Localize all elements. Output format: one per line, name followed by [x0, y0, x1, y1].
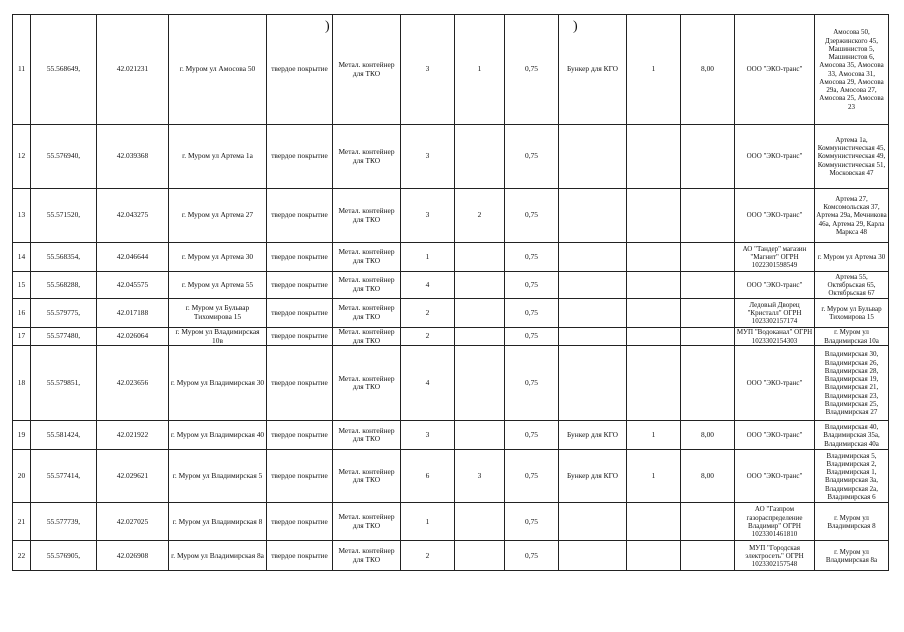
- container-volume-cell: 0,75: [505, 272, 559, 299]
- latitude-cell: 55.576940,: [31, 125, 97, 189]
- address-cell: г. Муром ул Амосова 50: [169, 15, 267, 125]
- containers-existing-cell: 3: [401, 421, 455, 450]
- owner-cell: ООО "ЭКО-транс": [735, 421, 815, 450]
- owner-cell: АО "Тандер" магазин "Магнит" ОГРН 1022301598549: [735, 243, 815, 272]
- bunker-type-cell: [559, 243, 627, 272]
- latitude-cell: 55.579775,: [31, 299, 97, 328]
- address-cell: г. Муром ул Владимирская 8а: [169, 541, 267, 571]
- row-number-cell: 18: [13, 346, 31, 421]
- containers-planned-cell: [455, 125, 505, 189]
- owner-cell: ООО "ЭКО-транс": [735, 450, 815, 503]
- served-objects-cell: Владимирская 30, Владимирская 26, Владимирская 28, Владимирская 19, Владимирская 21, Владимирская 23, Владимирская 25, Владимирская 27: [815, 346, 889, 421]
- address-cell: г. Муром ул Артема 1а: [169, 125, 267, 189]
- containers-planned-cell: [455, 299, 505, 328]
- row-number-cell: 22: [13, 541, 31, 571]
- containers-existing-cell: 4: [401, 272, 455, 299]
- table-body: [13, 15, 889, 571]
- container-volume-cell: 0,75: [505, 299, 559, 328]
- bunker-type-cell: [559, 503, 627, 541]
- latitude-cell: 55.577480,: [31, 328, 97, 346]
- table-row: [13, 346, 889, 421]
- served-objects-cell: Артема 1а, Коммунистическая 45, Коммунистическая 49, Коммунистическая 51, Московская 47: [815, 125, 889, 189]
- containers-existing-cell: 3: [401, 15, 455, 125]
- table-row: [13, 15, 889, 125]
- address-cell: г. Муром ул Владимирская 40: [169, 421, 267, 450]
- address-cell: г. Муром ул Бульвар Тихомирова 15: [169, 299, 267, 328]
- address-cell: г. Муром ул Артема 27: [169, 189, 267, 243]
- document-page: [12, 14, 889, 571]
- owner-cell: ООО "ЭКО-транс": [735, 189, 815, 243]
- surface-type-cell: твердое покрытие: [267, 421, 333, 450]
- latitude-cell: 55.579851,: [31, 346, 97, 421]
- served-objects-cell: г. Муром ул Владимирская 10а: [815, 328, 889, 346]
- table-row: [13, 243, 889, 272]
- containers-planned-cell: [455, 421, 505, 450]
- container-type-cell: Метал. контейнер для ТКО: [333, 299, 401, 328]
- table-row: [13, 541, 889, 571]
- served-objects-cell: г. Муром ул Владимирская 8а: [815, 541, 889, 571]
- bunker-count-cell: [627, 541, 681, 571]
- surface-type-cell: твердое покрытие: [267, 450, 333, 503]
- latitude-cell: 55.568288,: [31, 272, 97, 299]
- bunker-count-cell: [627, 272, 681, 299]
- bunker-volume-cell: [681, 541, 735, 571]
- served-objects-cell: г. Муром ул Артема 30: [815, 243, 889, 272]
- bunker-volume-cell: 8,00: [681, 15, 735, 125]
- container-type-cell: Метал. контейнер для ТКО: [333, 15, 401, 125]
- address-cell: г. Муром ул Артема 55: [169, 272, 267, 299]
- longitude-cell: 42.046644: [97, 243, 169, 272]
- owner-cell: Ледовый Дворец "Кристалл" ОГРН 1023302157174: [735, 299, 815, 328]
- containers-existing-cell: 4: [401, 346, 455, 421]
- surface-type-cell: твердое покрытие: [267, 15, 333, 125]
- owner-cell: АО "Газпром газораспределение Владимир" ОГРН 1023301461810: [735, 503, 815, 541]
- longitude-cell: 42.021922: [97, 421, 169, 450]
- longitude-cell: 42.027025: [97, 503, 169, 541]
- container-type-cell: Метал. контейнер для ТКО: [333, 125, 401, 189]
- latitude-cell: 55.568649,: [31, 15, 97, 125]
- containers-existing-cell: 1: [401, 503, 455, 541]
- container-volume-cell: 0,75: [505, 346, 559, 421]
- latitude-cell: 55.577414,: [31, 450, 97, 503]
- row-number-cell: 19: [13, 421, 31, 450]
- longitude-cell: 42.029621: [97, 450, 169, 503]
- container-volume-cell: 0,75: [505, 243, 559, 272]
- container-type-cell: Метал. контейнер для ТКО: [333, 189, 401, 243]
- container-volume-cell: 0,75: [505, 450, 559, 503]
- container-volume-cell: 0,75: [505, 189, 559, 243]
- container-type-cell: Метал. контейнер для ТКО: [333, 328, 401, 346]
- owner-cell: ООО "ЭКО-транс": [735, 346, 815, 421]
- longitude-cell: 42.043275: [97, 189, 169, 243]
- bunker-count-cell: 1: [627, 15, 681, 125]
- bunker-volume-cell: 8,00: [681, 450, 735, 503]
- containers-planned-cell: [455, 503, 505, 541]
- bunker-type-cell: [559, 328, 627, 346]
- longitude-cell: 42.026064: [97, 328, 169, 346]
- row-number-cell: 21: [13, 503, 31, 541]
- owner-cell: ООО "ЭКО-транс": [735, 15, 815, 125]
- container-type-cell: Метал. контейнер для ТКО: [333, 541, 401, 571]
- row-number-cell: 15: [13, 272, 31, 299]
- owner-cell: ООО "ЭКО-транс": [735, 125, 815, 189]
- latitude-cell: 55.568354,: [31, 243, 97, 272]
- bunker-type-cell: [559, 299, 627, 328]
- owner-cell: МУП "Городская электросеть" ОГРН 1023302157548: [735, 541, 815, 571]
- bunker-type-cell: [559, 189, 627, 243]
- bunker-count-cell: [627, 328, 681, 346]
- bunker-type-cell: Бункер для КГО: [559, 421, 627, 450]
- served-objects-cell: Владимирская 5, Владимирская 2, Владимирская 1, Владимирская 3а, Владимирская 2а, Владимирская 6: [815, 450, 889, 503]
- bunker-volume-cell: [681, 328, 735, 346]
- containers-planned-cell: [455, 541, 505, 571]
- containers-planned-cell: 2: [455, 189, 505, 243]
- containers-existing-cell: 2: [401, 299, 455, 328]
- table-row: [13, 503, 889, 541]
- waste-sites-table: [12, 14, 889, 571]
- table-row: [13, 328, 889, 346]
- container-type-cell: Метал. контейнер для ТКО: [333, 346, 401, 421]
- bunker-count-cell: [627, 243, 681, 272]
- table-row: [13, 272, 889, 299]
- container-type-cell: Метал. контейнер для ТКО: [333, 421, 401, 450]
- containers-planned-cell: 1: [455, 15, 505, 125]
- address-cell: г. Муром ул Артема 30: [169, 243, 267, 272]
- surface-type-cell: твердое покрытие: [267, 541, 333, 571]
- row-number-cell: 14: [13, 243, 31, 272]
- row-number-cell: 11: [13, 15, 31, 125]
- container-volume-cell: 0,75: [505, 541, 559, 571]
- longitude-cell: 42.039368: [97, 125, 169, 189]
- owner-cell: МУП "Водоканал" ОГРН 1023302154303: [735, 328, 815, 346]
- latitude-cell: 55.576905,: [31, 541, 97, 571]
- address-cell: г. Муром ул Владимирская 5: [169, 450, 267, 503]
- row-number-cell: 20: [13, 450, 31, 503]
- handwritten-mark: ): [573, 19, 578, 34]
- bunker-count-cell: [627, 346, 681, 421]
- containers-existing-cell: 2: [401, 328, 455, 346]
- container-volume-cell: 0,75: [505, 421, 559, 450]
- containers-planned-cell: 3: [455, 450, 505, 503]
- surface-type-cell: твердое покрытие: [267, 125, 333, 189]
- container-type-cell: Метал. контейнер для ТКО: [333, 450, 401, 503]
- latitude-cell: 55.577739,: [31, 503, 97, 541]
- table-row: [13, 125, 889, 189]
- address-cell: г. Муром ул Владимирская 8: [169, 503, 267, 541]
- longitude-cell: 42.021231: [97, 15, 169, 125]
- table-row: [13, 421, 889, 450]
- bunker-type-cell: [559, 272, 627, 299]
- bunker-volume-cell: [681, 125, 735, 189]
- bunker-type-cell: Бункер для КГО: [559, 450, 627, 503]
- address-cell: г. Муром ул Владимирская 30: [169, 346, 267, 421]
- served-objects-cell: Артема 27, Комсомольская 37, Артема 29а, Мечникова 46а, Артема 29, Карла Маркса 48: [815, 189, 889, 243]
- container-volume-cell: 0,75: [505, 328, 559, 346]
- longitude-cell: 42.045575: [97, 272, 169, 299]
- row-number-cell: 12: [13, 125, 31, 189]
- latitude-cell: 55.571520,: [31, 189, 97, 243]
- containers-planned-cell: [455, 272, 505, 299]
- containers-planned-cell: [455, 328, 505, 346]
- bunker-type-cell: Бункер для КГО: [559, 15, 627, 125]
- containers-planned-cell: [455, 243, 505, 272]
- bunker-volume-cell: [681, 299, 735, 328]
- owner-cell: ООО "ЭКО-транс": [735, 272, 815, 299]
- bunker-volume-cell: [681, 272, 735, 299]
- row-number-cell: 17: [13, 328, 31, 346]
- surface-type-cell: твердое покрытие: [267, 346, 333, 421]
- container-volume-cell: 0,75: [505, 125, 559, 189]
- containers-existing-cell: 3: [401, 189, 455, 243]
- container-volume-cell: 0,75: [505, 15, 559, 125]
- containers-existing-cell: 2: [401, 541, 455, 571]
- row-number-cell: 13: [13, 189, 31, 243]
- bunker-type-cell: [559, 346, 627, 421]
- surface-type-cell: твердое покрытие: [267, 189, 333, 243]
- surface-type-cell: твердое покрытие: [267, 299, 333, 328]
- containers-existing-cell: 6: [401, 450, 455, 503]
- containers-existing-cell: 3: [401, 125, 455, 189]
- surface-type-cell: твердое покрытие: [267, 328, 333, 346]
- bunker-volume-cell: [681, 346, 735, 421]
- bunker-count-cell: 1: [627, 450, 681, 503]
- served-objects-cell: Владимирская 40, Владимирская 35а, Владимирская 40а: [815, 421, 889, 450]
- bunker-count-cell: [627, 189, 681, 243]
- bunker-volume-cell: 8,00: [681, 421, 735, 450]
- bunker-type-cell: [559, 541, 627, 571]
- containers-existing-cell: 1: [401, 243, 455, 272]
- handwritten-mark: ): [325, 19, 330, 34]
- surface-type-cell: твердое покрытие: [267, 272, 333, 299]
- bunker-volume-cell: [681, 503, 735, 541]
- served-objects-cell: Артема 55, Октябрьская 65, Октябрьская 67: [815, 272, 889, 299]
- container-type-cell: Метал. контейнер для ТКО: [333, 243, 401, 272]
- container-type-cell: Метал. контейнер для ТКО: [333, 503, 401, 541]
- surface-type-cell: твердое покрытие: [267, 503, 333, 541]
- table-row: [13, 299, 889, 328]
- bunker-count-cell: [627, 125, 681, 189]
- bunker-volume-cell: [681, 243, 735, 272]
- row-number-cell: 16: [13, 299, 31, 328]
- served-objects-cell: г. Муром ул Бульвар Тихомирова 15: [815, 299, 889, 328]
- container-volume-cell: 0,75: [505, 503, 559, 541]
- containers-planned-cell: [455, 346, 505, 421]
- bunker-volume-cell: [681, 189, 735, 243]
- table-row: [13, 450, 889, 503]
- bunker-type-cell: [559, 125, 627, 189]
- bunker-count-cell: [627, 299, 681, 328]
- longitude-cell: 42.023656: [97, 346, 169, 421]
- table-row: [13, 189, 889, 243]
- bunker-count-cell: [627, 503, 681, 541]
- latitude-cell: 55.581424,: [31, 421, 97, 450]
- address-cell: г. Муром ул Владимирская 10в: [169, 328, 267, 346]
- surface-type-cell: твердое покрытие: [267, 243, 333, 272]
- container-type-cell: Метал. контейнер для ТКО: [333, 272, 401, 299]
- served-objects-cell: Амосова 50, Дзержинского 45, Машинистов 5, Машинистов 6, Амосова 35, Амосова 33, Амосова 31, Амосова 29, Амосова 29а, Амосова 27, Амосова 25, Амосова 23: [815, 15, 889, 125]
- longitude-cell: 42.026908: [97, 541, 169, 571]
- longitude-cell: 42.017188: [97, 299, 169, 328]
- served-objects-cell: г. Муром ул Владимирская 8: [815, 503, 889, 541]
- bunker-count-cell: 1: [627, 421, 681, 450]
